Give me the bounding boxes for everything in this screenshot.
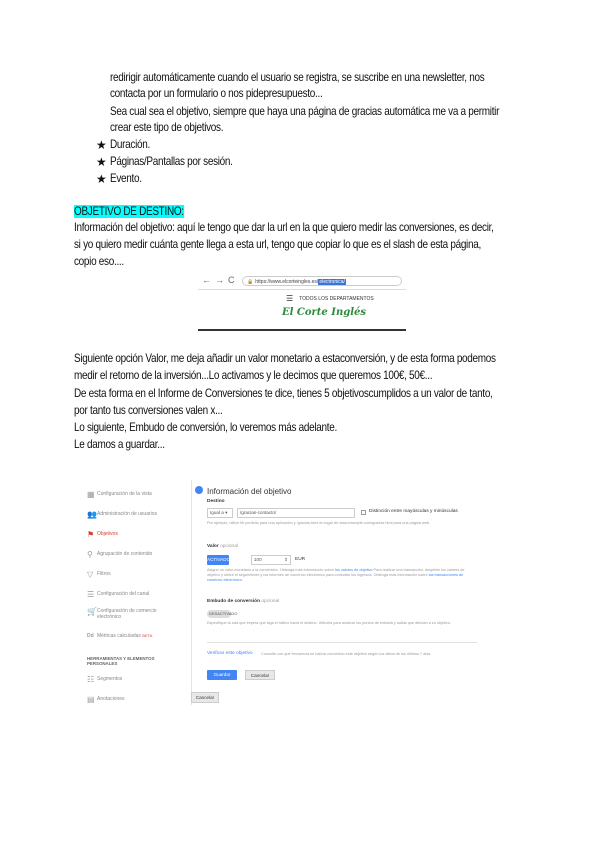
- view-settings-icon: ▦: [87, 490, 95, 499]
- annotations-icon: ▤: [87, 695, 95, 704]
- sidebar-item-view-settings[interactable]: [87, 491, 152, 498]
- metrics-icon: Dd: [87, 633, 94, 639]
- sidebar-item-label: Objetivos: [97, 531, 118, 537]
- section-heading-text: OBJETIVO DE DESTINO:: [74, 205, 184, 218]
- value-input-text: 100: [254, 557, 262, 562]
- sidebar-item-segments[interactable]: [87, 676, 122, 683]
- star-icon: ★: [96, 138, 107, 152]
- body-line-1: Siguiente opción Valor, me deja añadir un valor monetario a estaconversión, y de esta forma podemos: [74, 352, 496, 365]
- url-selected: electronica/: [319, 279, 345, 285]
- body-line-4: por tanto tus conversiones valen x...: [74, 404, 223, 417]
- sidebar-item-channel-settings[interactable]: [87, 591, 149, 598]
- value-input[interactable]: [251, 555, 291, 565]
- embudo-label: [207, 599, 279, 604]
- sidebar-item-ecommerce-settings[interactable]: [87, 608, 187, 620]
- sidebar-section-heading: HERRAMIENTAS Y ELEMENTOS PERSONALES: [87, 656, 155, 666]
- reload-icon[interactable]: C: [228, 275, 235, 285]
- bullet-text: Evento.: [110, 172, 142, 185]
- intro-line-2: contacta por un formulario o nos pidepresupuesto...: [110, 87, 323, 100]
- valor-help-text-3: Obtenga más información sobre: [373, 573, 428, 577]
- store-logo: El Corte Inglés: [282, 307, 366, 318]
- sidebar-item-label: Administración de usuarios: [97, 511, 158, 517]
- sidebar-item-content-grouping[interactable]: [87, 551, 152, 558]
- bullet-item: [96, 137, 156, 153]
- users-icon: 👥: [87, 510, 97, 519]
- save-button[interactable]: Guardar: [207, 670, 237, 680]
- sidebar-item-goals[interactable]: [87, 531, 118, 538]
- sidebar-item-calculated-metrics[interactable]: [87, 633, 152, 640]
- section-line-2: si yo quiero medir cuánta gente llega a esta url, tengo que copiar lo que es el slash de esta página,: [74, 238, 481, 251]
- funnel-toggle-label: DESACTIVADO: [209, 611, 238, 616]
- sidebar-item-label: Configuración del canal: [97, 591, 150, 597]
- intro-line-1: redirigir automáticamente cuando el usuario se registra, se suscribe en una newsletter, nos: [110, 71, 485, 84]
- flag-icon: ⚑: [87, 530, 95, 539]
- star-icon: ★: [96, 172, 107, 186]
- destino-input[interactable]: /gracias-contacto/: [237, 508, 355, 518]
- sidebar-item-label: Segmentos: [97, 676, 123, 682]
- sidebar-item-label: Agrupación de contenido: [97, 551, 153, 557]
- sidebar-item-label: Configuración de la vista: [97, 491, 152, 497]
- bullet-text: Duración.: [110, 138, 150, 151]
- back-icon[interactable]: ←: [202, 275, 211, 285]
- sidebar-item-filters[interactable]: [87, 571, 111, 578]
- cancel-button[interactable]: Cancelar: [245, 670, 275, 680]
- browser-screenshot: [198, 271, 406, 331]
- step-indicator-icon: [195, 486, 203, 494]
- departments-menu[interactable]: [286, 294, 374, 303]
- star-icon: ★: [96, 155, 107, 169]
- valor-help-text-2: Para realizar una transacción, despliele los valores de objetivo y utilice el seguimiento y los informes de comercio electrónico para consultar los ingresos.: [207, 568, 465, 577]
- destino-help: Por ejemplo, utilice Mi portfolio para una aplicación y /gracias.html en lugar de www.example.com/gracias.html para una página web.: [207, 521, 431, 525]
- section-line-3: copio eso....: [74, 255, 124, 268]
- spinner-icon[interactable]: ⇕: [284, 557, 288, 562]
- bullet-text: Páginas/Pantallas por sesión.: [110, 155, 233, 168]
- sidebar-item-user-management[interactable]: [87, 511, 157, 518]
- menu-text: TODOS LOS DEPARTAMENTOS: [299, 296, 374, 302]
- cancel-button-outer[interactable]: Cancelar: [191, 692, 219, 703]
- analytics-screenshot: [83, 480, 483, 705]
- optional-tag: opcional: [220, 544, 238, 549]
- section-line-1: Información del objetivo: aquí le tengo que dar la url en la que quiero medir las conversiones, es decir,: [74, 221, 494, 234]
- channel-icon: ☰: [87, 590, 95, 599]
- destino-label: Destino: [207, 499, 225, 504]
- section-heading: [74, 204, 184, 220]
- goal-form: [195, 480, 483, 705]
- sidebar-item-label: Filtros: [97, 571, 111, 577]
- goal-values-link[interactable]: los valores de objetivo: [334, 568, 373, 572]
- bullet-item: [96, 171, 147, 187]
- funnel-toggle[interactable]: [207, 610, 238, 618]
- optional-tag: opcional: [261, 599, 280, 604]
- forward-icon[interactable]: →: [215, 275, 224, 285]
- address-bar[interactable]: [242, 276, 402, 286]
- match-type-select[interactable]: Igual a ▾: [207, 508, 233, 518]
- verify-help: Consulte con qué frecuencia se habría convertido este objetivo según los datos de los últimos 7 días.: [261, 652, 432, 656]
- url-text: https://www.elcorteingles.es/: [255, 279, 319, 285]
- divider: [198, 329, 406, 331]
- divider: [207, 642, 477, 643]
- sidebar-item-label: Configuración de comercio electrónico: [97, 608, 157, 620]
- lock-icon: 🔒: [247, 279, 254, 285]
- verify-goal-link[interactable]: Verificar este objetivo: [207, 651, 253, 656]
- case-sensitive-checkbox[interactable]: [361, 510, 366, 515]
- currency-label: EUR: [295, 557, 306, 562]
- hamburger-icon: ☰: [286, 294, 294, 303]
- filter-icon: ▽: [87, 570, 94, 579]
- match-type-value: Igual a: [210, 510, 224, 515]
- valor-help-text-1: Asigne un valor monetario a la conversión. Obtenga más información sobre: [207, 568, 334, 572]
- bullet-item: [96, 154, 253, 170]
- ecommerce-link[interactable]: las transacciones de comercio electrónico.: [207, 573, 464, 582]
- value-toggle[interactable]: ACTIVADO: [207, 555, 229, 565]
- cart-icon: 🛒: [87, 607, 97, 616]
- admin-sidebar: [83, 480, 192, 705]
- browser-toolbar: [198, 273, 406, 290]
- grouping-icon: ⚲: [87, 550, 93, 559]
- beta-badge: BETA: [142, 633, 153, 638]
- body-line-5: Lo siguiente, Embudo de conversión, lo veremos más adelante.: [74, 421, 337, 434]
- valor-label: [207, 544, 238, 549]
- body-line-3: De esta forma en el Informe de Conversiones te dice, tienes 5 objetivoscumplidos a un valor de tanto,: [74, 387, 493, 400]
- sidebar-item-annotations[interactable]: [87, 696, 125, 703]
- sidebar-item-label: Métricas calculadas: [97, 633, 141, 639]
- sidebar-item-label: Anotaciones: [97, 696, 125, 702]
- panel-title: Información del objetivo: [207, 487, 292, 496]
- case-sensitive-label: Distinción entre mayúsculas y minúsculas: [369, 509, 458, 514]
- valor-label-text: Valor: [207, 544, 219, 549]
- intro-line-3: Sea cual sea el objetivo, siempre que haya una página de gracias automática me va a permitir: [110, 105, 500, 118]
- intro-line-4: crear este tipo de objetivos.: [110, 121, 224, 134]
- segments-icon: ☷: [87, 675, 95, 684]
- embudo-help: Especifique la ruta que espera que siga el tráfico hacia el destino. Utilícela para analizar los puntos de entrada y salida que afectan a su objetivo.: [207, 621, 451, 625]
- body-line-2: medir el retorno de la inversión...Lo activamos y le decimos que queremos 100€, 50€...: [74, 369, 433, 382]
- body-line-6: Le damos a guardar...: [74, 438, 165, 451]
- valor-help: [207, 568, 477, 583]
- embudo-label-text: Embudo de conversión: [207, 599, 261, 604]
